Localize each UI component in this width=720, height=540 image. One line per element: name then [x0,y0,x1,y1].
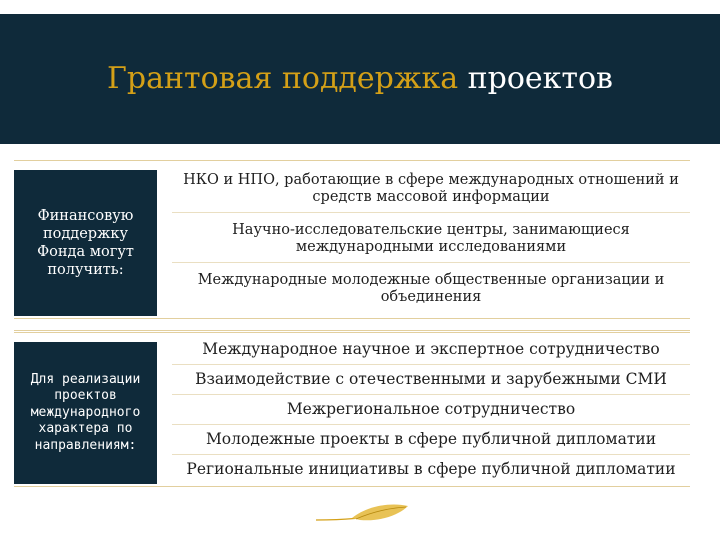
section1-label: Финансовую поддержку Фонда могут получить: [37,208,134,278]
title-accent: Грантовая поддержка [107,61,459,96]
section1-label-box [14,170,157,316]
section2-divider-3 [172,424,690,425]
section2-item-3: Межрегиональное сотрудничество [286,400,576,418]
section2-item-4: Молодежные проекты в сфере публичной дипломатии [205,430,657,448]
section2-bottom-rule [14,486,690,487]
section1-divider-2 [172,262,690,263]
section2-divider-4 [172,454,690,455]
page-title [0,62,720,96]
section2-item-2: Взаимодействие с отечественными и зарубежными СМИ [195,370,667,388]
section1-top-rule [14,160,690,161]
section2-item-1: Международное научное и экспертное сотрудничество [202,340,660,358]
section2-top-rule [14,330,690,333]
section1-item-3: Международные молодежные общественные организации и объединения [197,272,665,305]
section2-label-box [14,342,157,484]
section1-bottom-rule [14,318,690,319]
section2-divider-2 [172,394,690,395]
feather-icon [312,500,412,530]
section1-item-1: НКО и НПО, работающие в сфере международных отношений и средств массовой информации [183,172,679,205]
section2-label: Для реализации проектов международного характера по направлениям: [30,371,141,453]
section1-divider-1 [172,212,690,213]
title-rest: проектов [458,61,613,96]
section1-item-2: Научно-исследовательские центры, занимающиеся международными исследованиями [232,222,630,255]
section2-item-5: Региональные инициативы в сфере публичной дипломатии [186,460,676,478]
section2-divider-1 [172,364,690,365]
